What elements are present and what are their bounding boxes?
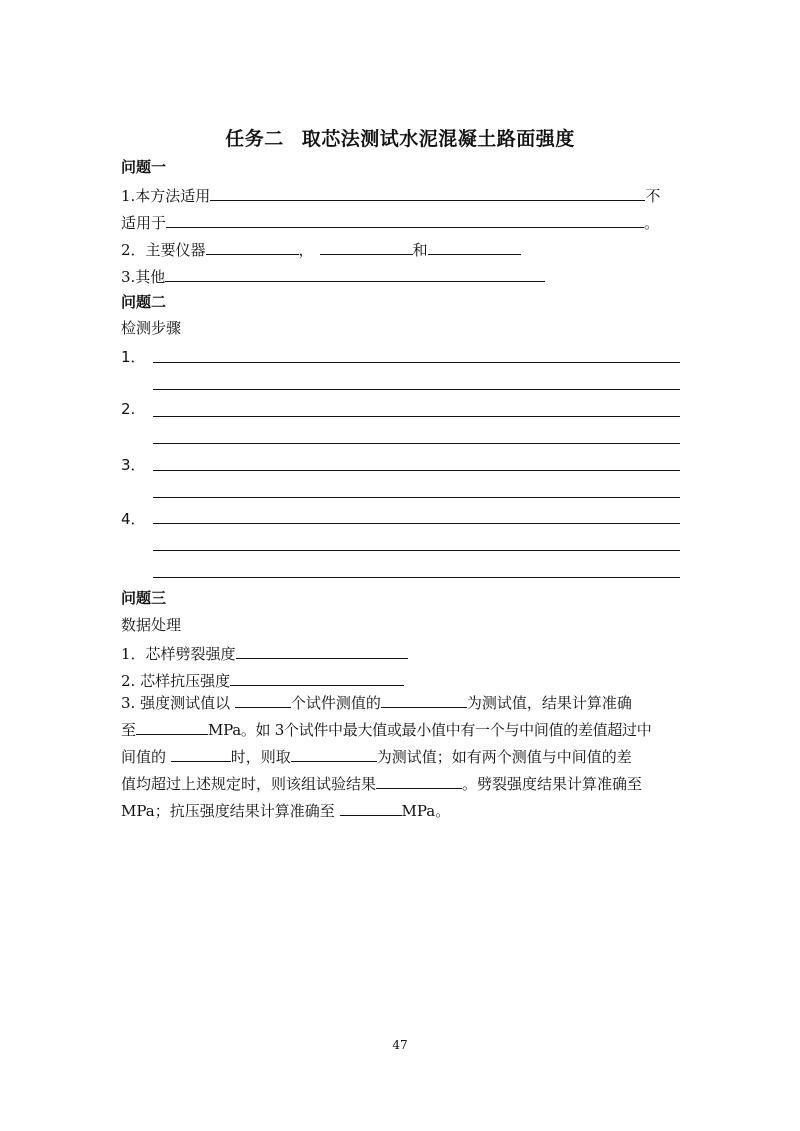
p4-blank-1[interactable]: [376, 772, 462, 789]
question-3-heading: 问题三: [121, 589, 167, 607]
step-3-number: 3．: [121, 456, 146, 474]
step-4-line-2[interactable]: [153, 550, 680, 551]
q1-item-1-label: 1.本方法适用: [121, 187, 211, 205]
q1-item-1: [121, 184, 660, 206]
p2-text-a: 至: [121, 721, 137, 739]
q3-item-1-blank[interactable]: [236, 642, 408, 659]
q3-item-1-label: 1．芯样劈裂强度: [121, 645, 236, 663]
q1-item-2: [121, 238, 521, 260]
p5-blank-1[interactable]: [340, 799, 402, 816]
page-title: [0, 124, 800, 151]
p1-blank-2[interactable]: [381, 691, 467, 708]
p1-text-c: 为测试值，结果计算准确: [466, 694, 632, 712]
step-2-number: 2.: [121, 400, 136, 418]
q3-item-2-blank[interactable]: [230, 669, 404, 686]
step-4-number: 4．: [121, 510, 146, 528]
q1-item-1-end: 。: [644, 214, 660, 232]
q1-item-2-blank-2[interactable]: [320, 238, 413, 255]
p4-text-b: 。劈裂强度结果计算准确至: [462, 775, 643, 793]
q3-item-3-paragraph: [121, 690, 681, 825]
step-4-line-3[interactable]: [153, 577, 680, 578]
p1-text-b: 个试件测值的: [290, 694, 381, 712]
q1-item-3-blank[interactable]: [165, 265, 545, 282]
step-1-line-1[interactable]: [153, 362, 680, 363]
q3-item-1: [121, 642, 408, 664]
page-number: 47: [392, 1038, 408, 1052]
step-2-line-2[interactable]: [153, 443, 680, 444]
q2-subheading: 检测步骤: [121, 319, 182, 337]
p2-text-b: MPa。如 3个试件中最大值或最小值中有一个与中间值的差值超过中: [208, 721, 652, 739]
q1-item-1-cont-label: 适用于: [121, 214, 167, 232]
q1-item-2-label: 2．主要仪器: [121, 241, 206, 259]
step-1-number: 1．: [121, 348, 146, 366]
question-1-heading: 问题一: [121, 158, 167, 176]
p1-text-a: 3. 强度测试值以: [121, 694, 235, 712]
p3-text-a: 间值的: [121, 748, 171, 766]
q1-item-1-blank[interactable]: [210, 184, 645, 201]
q3-item-2-label: 2. 芯样抗压强度: [121, 672, 231, 690]
step-3-line-2[interactable]: [153, 497, 680, 498]
step-2-line-1[interactable]: [153, 416, 680, 417]
q1-item-2-blank-3[interactable]: [428, 238, 521, 255]
title-subject: 取芯法测试水泥混凝土路面强度: [301, 128, 575, 150]
p5-text-a: MPa；抗压强度结果计算准确至: [121, 802, 340, 820]
q1-item-2-and: 和: [412, 241, 428, 259]
title-task: 任务二: [225, 128, 284, 150]
q1-item-1-cont-blank[interactable]: [166, 211, 644, 228]
p3-blank-1[interactable]: [171, 745, 231, 762]
p3-text-c: 为测试值；如有两个测值与中间值的差: [376, 748, 632, 766]
step-4-line-1[interactable]: [153, 523, 680, 524]
step-1-line-2[interactable]: [153, 389, 680, 390]
p2-blank-1[interactable]: [136, 718, 208, 735]
q1-item-2-sep: ，: [298, 241, 314, 259]
q3-subheading: 数据处理: [121, 616, 182, 634]
step-3-line-1[interactable]: [153, 470, 680, 471]
p5-text-b: MPa。: [401, 802, 451, 820]
q1-item-1-suffix: 不: [645, 187, 661, 205]
q1-item-1-continued: [121, 211, 659, 233]
q1-item-2-blank-1[interactable]: [206, 238, 299, 255]
p3-text-b: 时，则取: [230, 748, 291, 766]
q1-item-3-label: 3.其他: [121, 268, 166, 286]
p3-blank-2[interactable]: [291, 745, 377, 762]
q1-item-3: [121, 265, 545, 287]
question-2-heading: 问题二: [121, 293, 167, 311]
q3-item-2: [121, 669, 404, 691]
p4-text-a: 值均超过上述规定时，则该组试验结果: [121, 775, 377, 793]
p1-blank-1[interactable]: [235, 691, 291, 708]
